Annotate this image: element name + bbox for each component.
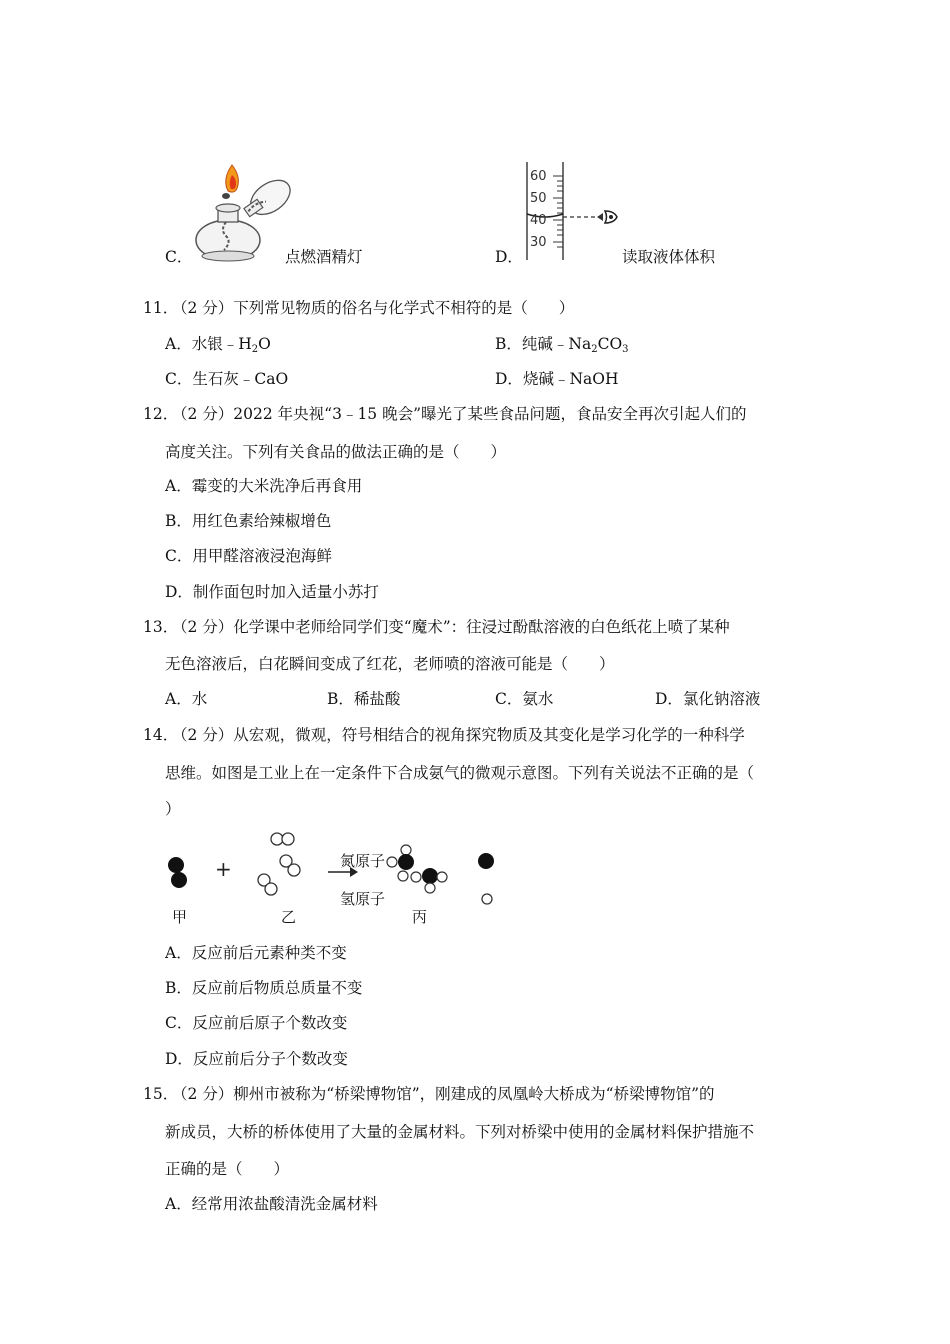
question-stem-line1: （2 分）2022 年央视“3﹣15 晚会”曝光了某些食品问题，食品安全再次引起人们的: [172, 405, 747, 423]
option-c: C．生石灰﹣CaO: [165, 370, 289, 388]
option-letter: C．: [165, 248, 193, 266]
question-stem-line1: （2 分）柳州市被称为“桥梁博物馆”，刚建成的凤凰岭大桥成为“桥梁博物馆”的: [172, 1085, 715, 1103]
option-a: A．水银$﹣H_2O$: [165, 335, 271, 355]
question-stem-line2: 高度关注。下列有关食品的做法正确的是（ ）: [165, 443, 507, 461]
legend-hydrogen-label: 氢原子: [340, 890, 386, 908]
tick-label: 50: [530, 191, 547, 206]
question-stem: （2 分）下列常见物质的俗名与化学式不相符的是（ ）: [172, 299, 575, 317]
nitrogen-atom-legend-icon: [478, 853, 494, 869]
label-bing: 丙: [412, 908, 428, 926]
question-stem-line3: 正确的是（ ）: [165, 1160, 290, 1178]
hydrogen-atom-legend-icon: [482, 894, 492, 904]
ammonia-molecules: [387, 845, 447, 893]
question-number: 15．: [143, 1085, 179, 1103]
ammonia-synthesis-diagram: [160, 825, 580, 935]
option-letter: D．: [495, 248, 523, 266]
question-stem-line2: 思维。如图是工业上在一定条件下合成氨气的微观示意图。下列有关说法不正确的是（: [165, 764, 755, 782]
question-number: 14．: [143, 726, 179, 744]
option-b: B．反应前后物质总质量不变: [165, 979, 363, 997]
option-a: A．霉变的大米洗净后再食用: [165, 477, 363, 495]
option-d: D．反应前后分子个数改变: [165, 1050, 348, 1068]
option-a: A．反应前后元素种类不变: [165, 944, 347, 962]
graduated-cylinder-figure: [525, 162, 625, 262]
option-c: C．反应前后原子个数改变: [165, 1014, 348, 1032]
question-stem-line1: （2 分）化学课中老师给同学们变“魔术”：往浸过酚酞溶液的白色纸花上喷了某种: [172, 618, 730, 636]
option-caption: 点燃酒精灯: [285, 248, 363, 266]
option-d: D．制作面包时加入适量小苏打: [165, 583, 379, 601]
question-number: 11．: [143, 299, 179, 317]
option-b: B．稀盐酸: [327, 690, 401, 708]
option-b: B．用红色素给辣椒增色: [165, 512, 332, 530]
tick-label: 60: [530, 169, 547, 184]
question-stem-line1: （2 分）从宏观，微观，符号相结合的视角探究物质及其变化是学习化学的一种科学: [172, 726, 745, 744]
option-a: A．水: [165, 690, 208, 708]
question-number: 12．: [143, 405, 179, 423]
question-number: 13．: [143, 618, 179, 636]
option-caption: 读取液体体积: [622, 248, 716, 266]
option-c: C．用甲醛溶液浸泡海鲜: [165, 547, 332, 565]
label-jia: 甲: [172, 908, 188, 926]
question-stem-line2: 新成员，大桥的桥体使用了大量的金属材料。下列对桥梁中使用的金属材料保护措施不: [165, 1123, 755, 1141]
option-b: B．纯碱$﹣Na_2CO_3$: [495, 335, 629, 355]
label-yi: 乙: [281, 908, 297, 926]
option-d: D．氯化钠溶液: [655, 690, 761, 708]
option-d: D．烧碱﹣NaOH: [495, 370, 619, 388]
legend-nitrogen-label: 氮原子: [340, 852, 386, 870]
tick-label: 40: [530, 213, 547, 228]
plus-sign: +: [215, 857, 232, 881]
nitrogen-molecule: [168, 857, 187, 888]
option-c: C．氨水: [495, 690, 554, 708]
question-stem-line3: ）: [165, 800, 181, 818]
option-a: A．经常用浓盐酸清洗金属材料: [165, 1195, 378, 1213]
question-stem-line2: 无色溶液后，白花瞬间变成了红花，老师喷的溶液可能是（ ）: [165, 655, 615, 673]
alcohol-lamp-figure: [190, 160, 300, 268]
hydrogen-molecules: [258, 833, 300, 895]
tick-label: 30: [530, 235, 547, 250]
